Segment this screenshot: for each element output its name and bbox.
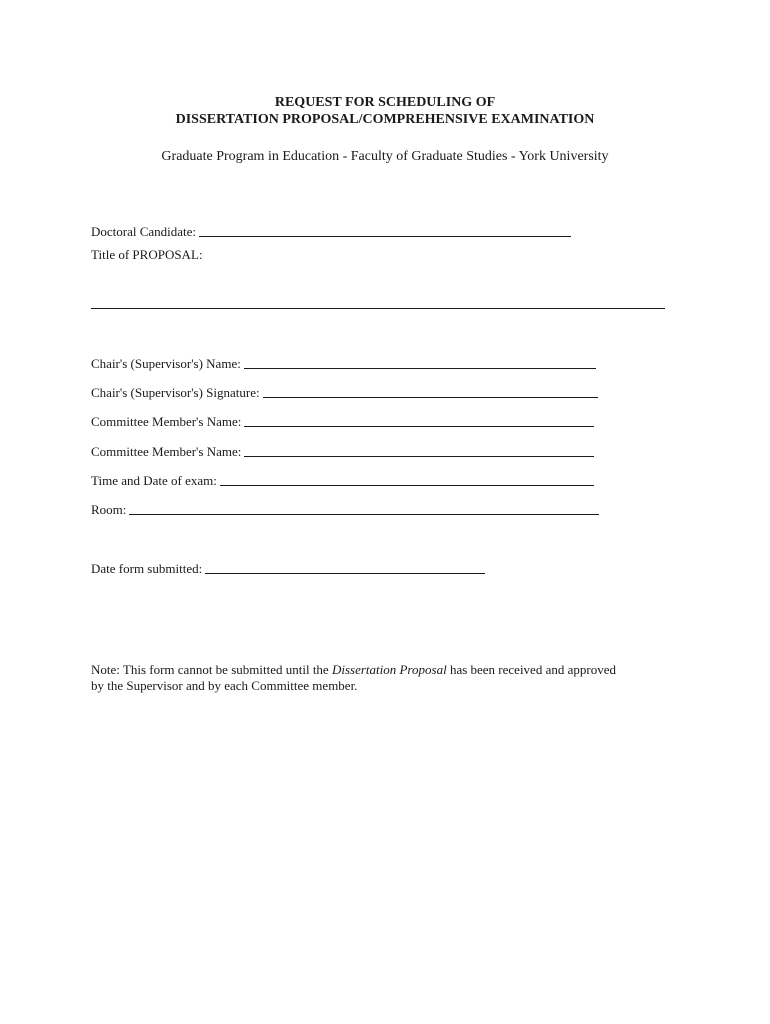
exam-time-date-label: Time and Date of exam:	[91, 473, 217, 488]
doctoral-candidate-field[interactable]	[199, 224, 571, 237]
form-title-line-1: REQUEST FOR SCHEDULING OF	[274, 95, 496, 110]
committee-member-1-row	[91, 413, 594, 430]
note-suffix: has been received and approved	[446, 662, 616, 677]
committee-member-2-field[interactable]	[244, 444, 594, 457]
form-subtitle: Graduate Program in Education - Faculty of Graduate Studies - York University	[161, 149, 609, 164]
room-label: Room:	[91, 502, 127, 517]
chair-signature-row	[91, 384, 598, 401]
proposal-title-row	[91, 247, 203, 263]
room-row	[91, 501, 599, 518]
date-submitted-field[interactable]	[205, 561, 485, 574]
note-line-2: by the Supervisor and by each Committee member.	[91, 678, 358, 693]
committee-member-1-field[interactable]	[244, 414, 594, 427]
form-title-line-2: DISSERTATION PROPOSAL/COMPREHENSIVE EXAMINATION	[175, 112, 595, 127]
chair-signature-field[interactable]	[263, 385, 598, 398]
doctoral-candidate-row	[91, 223, 571, 240]
chair-name-field[interactable]	[244, 356, 596, 369]
exam-time-date-field[interactable]	[220, 473, 594, 486]
committee-member-2-label: Committee Member's Name:	[91, 444, 242, 459]
doctoral-candidate-label: Doctoral Candidate:	[91, 224, 197, 239]
note-emphasis: Dissertation Proposal	[331, 662, 447, 677]
date-submitted-row	[91, 560, 485, 577]
note-prefix: Note: This form cannot be submitted until the	[91, 662, 332, 677]
chair-name-label: Chair's (Supervisor's) Name:	[91, 356, 241, 371]
submission-note	[91, 662, 691, 694]
chair-signature-label: Chair's (Supervisor's) Signature:	[91, 385, 260, 400]
proposal-title-label: Title of PROPOSAL:	[91, 247, 203, 262]
room-field[interactable]	[129, 502, 599, 515]
date-submitted-label: Date form submitted:	[91, 561, 203, 576]
proposal-title-field[interactable]	[91, 308, 665, 309]
committee-member-2-row	[91, 443, 594, 460]
chair-name-row	[91, 355, 596, 372]
committee-member-1-label: Committee Member's Name:	[91, 414, 242, 429]
exam-time-date-row	[91, 472, 594, 489]
